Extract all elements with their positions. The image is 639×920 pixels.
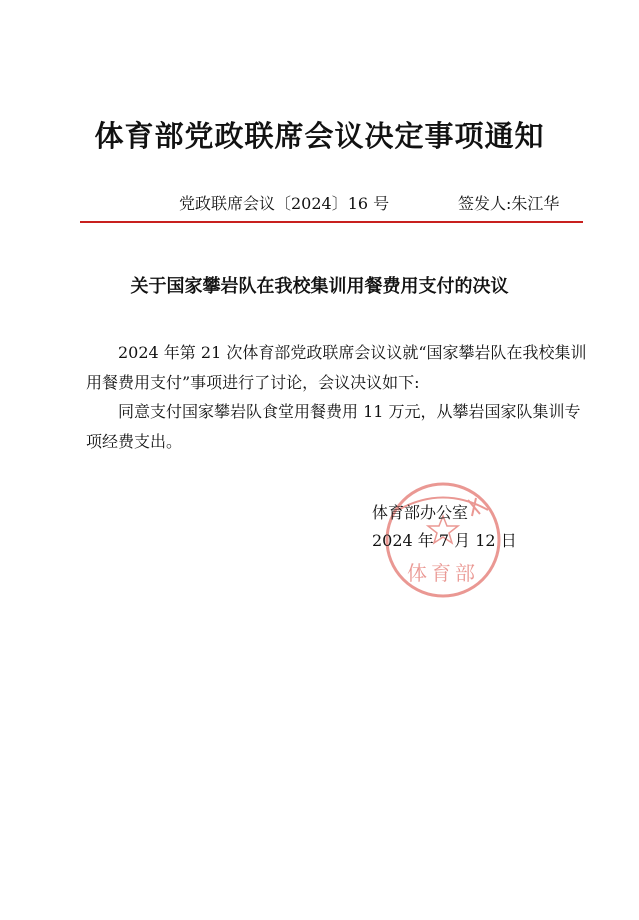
document-subject: 关于国家攀岩队在我校集训用餐费用支付的决议 <box>130 276 509 297</box>
signer: 签发人:朱江华 <box>458 194 560 213</box>
seal-text: 体育部 <box>407 561 479 585</box>
signature-date: 2024 年 7 月 12 日 <box>372 531 517 550</box>
header-divider <box>80 221 583 223</box>
body-paragraph: 同意支付国家攀岩队食堂用餐费用 11 万元，从攀岩国家队集训专项经费支出。 <box>86 402 581 451</box>
document-number: 党政联席会议〔2024〕16 号 <box>179 194 390 213</box>
body-paragraph: 2024 年第 21 次体育部党政联席会议议就“国家攀岩队在我校集训用餐费用支付”事项进行了讨论，会议决议如下: <box>86 343 587 392</box>
document-body <box>86 338 594 456</box>
document-title: 体育部党政联席会议决定事项通知 <box>94 119 545 153</box>
signature-office: 体育部办公室 <box>372 503 469 522</box>
